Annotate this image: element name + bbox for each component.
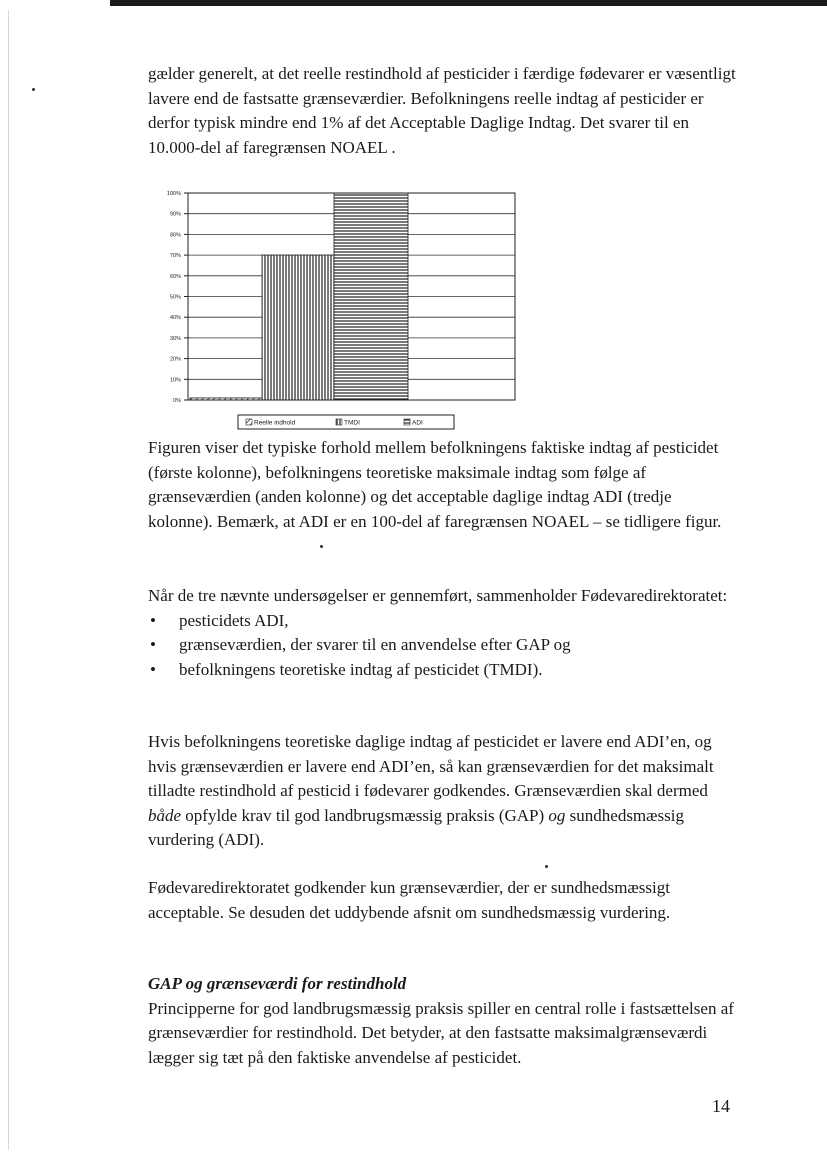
y-tick-label: 40% [169, 315, 181, 322]
legend-label: Reelle indhold [254, 419, 296, 427]
left-margin-rule [8, 10, 9, 1150]
emphasis-text: og [548, 805, 566, 825]
bullet-icon: • [150, 610, 156, 630]
bar-vertical [262, 255, 336, 400]
scan-speck [32, 88, 35, 91]
bar-horizontal [334, 193, 408, 400]
legend-swatch-icon [336, 419, 342, 425]
y-tick-label: 100% [166, 191, 181, 197]
comparison-list [148, 609, 738, 683]
top-rule [0, 0, 827, 6]
top-rule-fade [0, 0, 110, 6]
comparison-intro-text: Når de tre nævnte undersøgelser er gennemført, sammenholder Fødevaredirektoratet: [148, 586, 728, 605]
y-tick-label: 70% [169, 253, 181, 260]
intake-comparison-chart [150, 185, 530, 435]
scan-speck [320, 545, 323, 548]
figure-caption-text: Figuren viser det typiske forhold mellem befolkningens faktiske indtag af pesticidet (første kolonne), befolkningens teoretiske maksimale indtag som følge af grænseværdien (anden kolonne) og det acceptable daglige indtag ADI (tredje kolonne). Bemærk, at ADI er en 100-del af faregrænsen NOAEL – se tidligere figur. [148, 438, 722, 531]
y-tick-label: 50% [169, 294, 181, 301]
bullet-icon: • [150, 659, 156, 679]
y-tick-label: 10% [169, 377, 181, 384]
y-tick-label: 90% [169, 211, 181, 218]
legend-swatch-icon [404, 419, 410, 425]
page-number: 14 [712, 1096, 730, 1116]
section-heading: GAP og grænseværdi for restindhold [148, 974, 407, 993]
list-item-text: pesticidets ADI, [179, 610, 289, 630]
emphasis-text: både [148, 805, 182, 825]
y-tick-label: 80% [169, 232, 181, 239]
intro-paragraph [148, 62, 738, 160]
approval-paragraph-text [148, 730, 738, 853]
approval-text-part: sundhedsmæssig vurdering (ADI). [148, 805, 684, 849]
list-item [148, 609, 738, 634]
legend-label: ADI [412, 419, 423, 427]
approval-text-part: opfylde krav til god landbrugsmæssig praksis (GAP) [181, 805, 549, 825]
y-tick-label: 30% [169, 335, 181, 342]
gap-section-text: Principperne for god landbrugsmæssig praksis spiller en central rolle i fastsættelsen af grænseværdier for restindhold. Det betyder, at den fastsatte maksimalgrænseværdi lægger sig tæt på den faktiske anvendelse af pesticidet. [148, 998, 734, 1067]
intro-paragraph-text: gælder generelt, at det reelle restindhold af pesticider i færdige fødevarer er væsentligt lavere end de fastsatte grænseværdier. Befolkningens reelle indtag af pesticider er derfor typisk mindre end 1% af det Acceptable Daglige Indtag. Det svarer til en 10.000-del af faregrænsen NOAEL . [148, 64, 736, 157]
figure-caption-paragraph [148, 436, 738, 534]
list-item-text: grænseværdien, der svarer til en anvendelse efter GAP og [179, 635, 571, 654]
directorate-paragraph [148, 876, 738, 925]
scan-speck [545, 865, 548, 868]
bullet-icon: • [150, 635, 156, 654]
list-item [148, 633, 738, 658]
chart-svg [150, 185, 530, 435]
chart-legend [238, 415, 454, 429]
y-tick-label: 60% [169, 273, 181, 280]
chart-y-ticks [167, 191, 188, 404]
comparison-paragraph [148, 584, 738, 682]
legend-swatch-icon [246, 419, 252, 425]
approval-paragraph [148, 730, 738, 853]
legend-label: TMDI [344, 419, 360, 427]
directorate-paragraph-text: Fødevaredirektoratet godkender kun grænseværdier, der er sundhedsmæssigt acceptable. Se desuden det uddybende afsnit om sundhedsmæssig vurdering. [148, 878, 671, 922]
approval-text-part: Hvis befolkningens teoretiske daglige indtag af pesticidet er lavere end ADI’en, og hvis grænseværdien er lavere end ADI’en, så kan grænseværdien for det maksimalt tilladte restindhold af pesticid i fødevarer godkendes. Grænseværdien skal dermed [148, 732, 714, 800]
list-item [148, 658, 738, 683]
gap-section [148, 972, 738, 1070]
list-item-text: befolkningens teoretiske indtag af pesticidet (TMDI). [179, 659, 543, 679]
y-tick-label: 20% [169, 356, 181, 363]
y-tick-label: 0% [173, 398, 181, 404]
